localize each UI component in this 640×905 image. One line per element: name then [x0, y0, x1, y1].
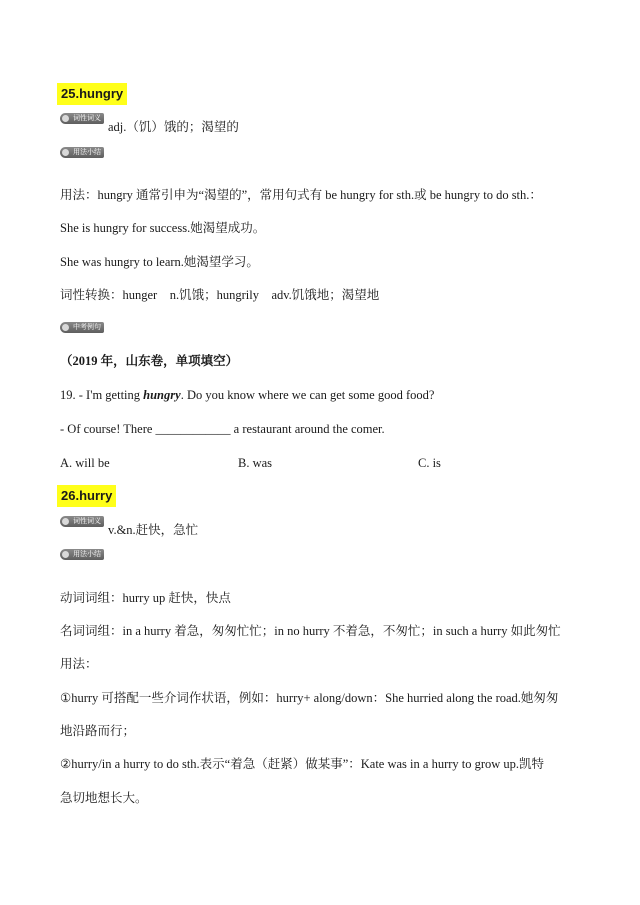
question-keyword: hungry [143, 388, 181, 402]
usage-point-2-line-2: 急切地想长大。 [60, 791, 148, 805]
usage-point-2-line-1: ②hurry/in a hurry to do sth.表示“着急（赶紧）做某事”：Kate was in a hurry to grow up.凯特 [60, 757, 545, 771]
headword-hurry: 26.hurry [57, 485, 116, 507]
pos-tag-label: 词性词义 [60, 113, 104, 124]
example-sentence-1: She is hungry for success.她渴望成功。 [60, 221, 266, 235]
usage-point-1-line-2: 地沿路而行； [60, 724, 136, 738]
verb-phrase: 动词词组：hurry up 赶快，快点 [60, 591, 231, 605]
meaning-hungry: adj.（饥）饿的；渴望的 [108, 120, 239, 134]
usage-label: 用法： [60, 657, 98, 671]
question-suffix: . Do you know where we can get some good food? [180, 388, 435, 402]
exam-tag-label: 中考例句 [60, 322, 104, 333]
answer-options [60, 455, 580, 471]
option-a: A. will be [60, 456, 110, 470]
exam-source: （2019 年，山东卷，单项填空） [60, 354, 239, 368]
meaning-hurry: v.&n.赶快，急忙 [108, 523, 199, 537]
headword-hungry: 25.hungry [57, 83, 127, 105]
question-line-2: - Of course! There ____________ a restaurant around the comer. [60, 422, 385, 436]
noun-phrase: 名词词组：in a hurry 着急，匆匆忙忙；in no hurry 不着急，不匆忙；in such a hurry 如此匆忙 [60, 624, 561, 638]
usage-tag-label: 用法小结 [60, 147, 104, 158]
option-c: C. is [418, 456, 441, 470]
usage-tag-label-2: 用法小结 [60, 549, 104, 560]
word-conversion: 词性转换：hunger n.饥饿；hungrily adv.饥饿地；渴望地 [60, 288, 380, 302]
usage-hungry: 用法：hungry 通常引申为“渴望的”，常用句式有 be hungry for sth.或 be hungry to do sth.： [60, 188, 542, 202]
pos-tag-label-2: 词性词义 [60, 516, 104, 527]
example-sentence-2: She was hungry to learn.她渴望学习。 [60, 255, 259, 269]
question-line-1 [60, 387, 434, 403]
option-b: B. was [238, 456, 273, 470]
usage-point-1-line-1: ①hurry 可搭配一些介词作状语，例如：hurry+ along/down：She hurried along the road.她匆匆 [60, 691, 559, 705]
question-prefix: 19. - I'm getting [60, 388, 144, 402]
